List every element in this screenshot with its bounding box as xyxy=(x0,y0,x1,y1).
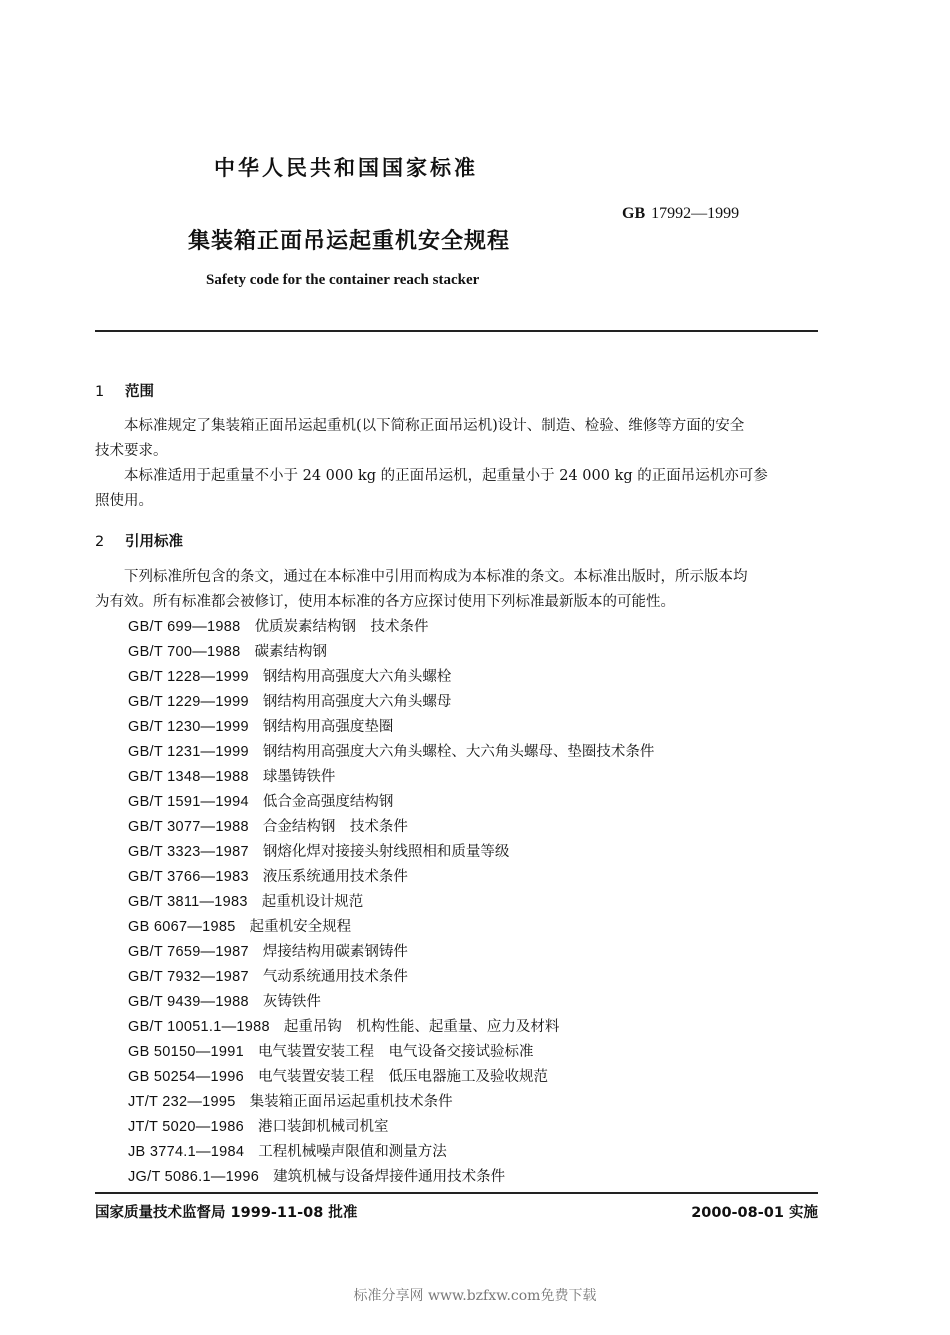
reference-title: 工程机械噪声限值和测量方法 xyxy=(258,1144,447,1160)
reference-title: 港口装卸机械司机室 xyxy=(257,1119,389,1135)
reference-title: 钢结构用高强度大六角头螺母 xyxy=(262,694,452,710)
section-1-heading xyxy=(95,380,154,401)
reference-title: 焊接结构用碳素钢铸件 xyxy=(262,944,408,960)
reference-title: 气动系统通用技术条件 xyxy=(262,969,408,985)
section-2-intro xyxy=(95,565,818,615)
reference-code: GB 6067—1985 xyxy=(128,919,236,935)
reference-item xyxy=(128,965,654,990)
paragraph-line: 本标准规定了集装箱正面吊运起重机(以下简称正面吊运机)设计、制造、检验、维修等方面的安全 xyxy=(124,418,745,434)
standard-code-prefix: GB xyxy=(622,205,646,222)
reference-title: 球墨铸铁件 xyxy=(262,769,336,785)
reference-item xyxy=(128,1015,654,1040)
section-2-heading xyxy=(95,530,183,551)
reference-code: GB/T 1231—1999 xyxy=(128,744,249,760)
reference-title: 液压系统通用技术条件 xyxy=(262,869,408,885)
reference-list xyxy=(128,615,654,1190)
section-1-paragraph-2 xyxy=(95,464,818,514)
reference-title: 优质炭素结构钢 技术条件 xyxy=(254,619,429,635)
approval-line: 国家质量技术监督局 1999-11-08 批准 xyxy=(95,1205,358,1221)
paragraph-line: 照使用。 xyxy=(95,493,153,509)
reference-code: JT/T 232—1995 xyxy=(128,1094,236,1110)
reference-title: 电气装置安装工程 电气设备交接试验标准 xyxy=(257,1044,534,1060)
reference-code: JB 3774.1—1984 xyxy=(128,1144,245,1160)
reference-title: 碳素结构钢 xyxy=(254,644,327,660)
document-title-en: Safety code for the container reach stacker xyxy=(206,272,480,288)
reference-code: JG/T 5086.1—1996 xyxy=(128,1169,260,1185)
reference-title: 电气装置安装工程 低压电器施工及验收规范 xyxy=(257,1069,548,1085)
reference-title: 钢熔化焊对接接头射线照相和质量等级 xyxy=(262,844,510,860)
reference-item xyxy=(128,615,654,640)
reference-item xyxy=(128,690,654,715)
reference-code: GB/T 9439—1988 xyxy=(128,994,249,1010)
reference-item xyxy=(128,765,654,790)
paragraph-line: 本标准适用于起重量不小于 24 000 kg 的正面吊运机，起重量小于 24 000 kg 的正面吊运机亦可参 xyxy=(124,468,768,484)
reference-code: GB/T 1230—1999 xyxy=(128,719,249,735)
reference-code: GB/T 3323—1987 xyxy=(128,844,249,860)
reference-code: GB/T 700—1988 xyxy=(128,644,241,660)
reference-title: 钢结构用高强度大六角头螺栓、大六角头螺母、垫圈技术条件 xyxy=(262,744,655,760)
reference-item xyxy=(128,1065,654,1090)
reference-title: 低合金高强度结构钢 xyxy=(262,794,394,810)
footer-divider xyxy=(95,1192,818,1194)
reference-code: GB 50150—1991 xyxy=(128,1044,244,1060)
paragraph-line: 技术要求。 xyxy=(95,443,168,459)
reference-code: GB 50254—1996 xyxy=(128,1069,244,1085)
reference-title: 起重机设计规范 xyxy=(261,894,364,910)
reference-code: GB/T 10051.1—1988 xyxy=(128,1019,270,1035)
paragraph-line: 为有效。所有标准都会被修订，使用本标准的各方应探讨使用下列标准最新版本的可能性。 xyxy=(95,594,675,610)
reference-item xyxy=(128,915,654,940)
reference-title: 建筑机械与设备焊接件通用技术条件 xyxy=(273,1169,506,1185)
reference-code: JT/T 5020—1986 xyxy=(128,1119,244,1135)
section-2-title: 引用标准 xyxy=(125,534,183,550)
reference-code: GB/T 699—1988 xyxy=(128,619,241,635)
reference-item xyxy=(128,640,654,665)
standard-code xyxy=(622,205,739,223)
reference-title: 钢结构用高强度大六角头螺栓 xyxy=(262,669,452,685)
reference-code: GB/T 1591—1994 xyxy=(128,794,249,810)
reference-item xyxy=(128,1115,654,1140)
section-1-number: 1 xyxy=(95,384,105,400)
reference-item xyxy=(128,715,654,740)
reference-code: GB/T 1348—1988 xyxy=(128,769,249,785)
paragraph-line: 下列标准所包含的条文，通过在本标准中引用而构成为本标准的条文。本标准出版时，所示版本均 xyxy=(124,569,748,585)
reference-code: GB/T 3811—1983 xyxy=(128,894,248,910)
reference-title: 集装箱正面吊运起重机技术条件 xyxy=(249,1094,453,1110)
implementation-date: 2000-08-01 实施 xyxy=(691,1205,818,1221)
standard-code-number: 17992—1999 xyxy=(651,205,740,222)
reference-code: GB/T 7659—1987 xyxy=(128,944,249,960)
reference-code: GB/T 3077—1988 xyxy=(128,819,249,835)
reference-item xyxy=(128,865,654,890)
document-title-cn: 集装箱正面吊运起重机安全规程 xyxy=(188,229,511,254)
reference-item xyxy=(128,940,654,965)
reference-title: 合金结构钢 技术条件 xyxy=(262,819,408,835)
reference-item xyxy=(128,1040,654,1065)
section-2-number: 2 xyxy=(95,534,105,550)
reference-code: GB/T 1229—1999 xyxy=(128,694,249,710)
reference-item xyxy=(128,840,654,865)
reference-item xyxy=(128,790,654,815)
reference-item xyxy=(128,815,654,840)
reference-item xyxy=(128,740,654,765)
reference-item xyxy=(128,890,654,915)
reference-title: 起重机安全规程 xyxy=(249,919,352,935)
header-divider xyxy=(95,330,818,332)
reference-item xyxy=(128,1090,654,1115)
reference-title: 灰铸铁件 xyxy=(262,994,321,1010)
reference-item xyxy=(128,665,654,690)
reference-item xyxy=(128,1165,654,1190)
reference-title: 起重吊钩 机构性能、起重量、应力及材料 xyxy=(283,1019,560,1035)
national-standard-heading: 中华人民共和国国家标准 xyxy=(214,156,478,180)
watermark-text: 标准分享网 www.bzfxw.com免费下载 xyxy=(353,1288,597,1304)
reference-item xyxy=(128,990,654,1015)
reference-title: 钢结构用高强度垫圈 xyxy=(262,719,394,735)
reference-code: GB/T 3766—1983 xyxy=(128,869,249,885)
reference-code: GB/T 7932—1987 xyxy=(128,969,249,985)
reference-item xyxy=(128,1140,654,1165)
section-1-paragraph-1 xyxy=(95,414,818,464)
reference-code: GB/T 1228—1999 xyxy=(128,669,249,685)
section-1-title: 范围 xyxy=(125,384,154,400)
